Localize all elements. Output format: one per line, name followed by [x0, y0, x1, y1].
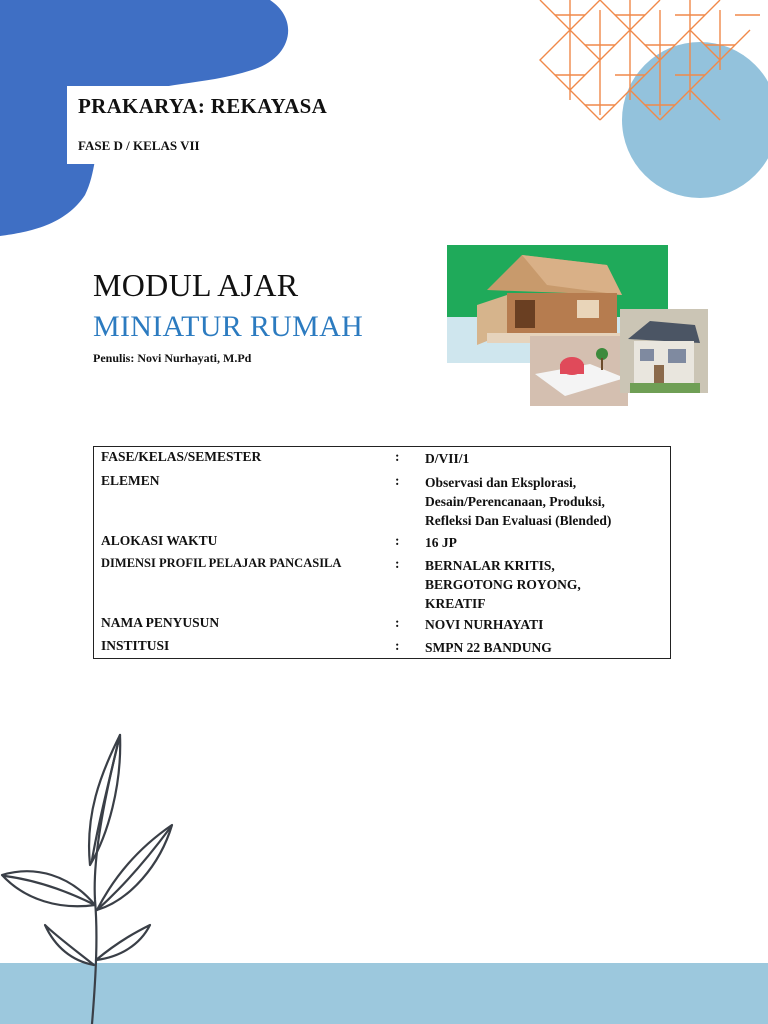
- row-value: D/VII/1: [425, 451, 470, 466]
- subject-title: PRAKARYA: REKAYASA: [78, 94, 328, 118]
- row-label: NAMA PENYUSUN: [101, 615, 220, 630]
- plant-line-art-decoration: [0, 725, 190, 1024]
- phase-class-label: FASE D / KELAS VII: [78, 138, 200, 153]
- row-label: ELEMEN: [101, 473, 160, 488]
- module-info-table: [93, 446, 671, 659]
- row-value: SMPN 22 BANDUNG: [425, 640, 552, 655]
- circle-pattern-decoration: [530, 0, 768, 220]
- row-colon: :: [395, 556, 400, 571]
- module-title: MODUL AJAR: [93, 267, 299, 303]
- row-colon: :: [395, 473, 400, 488]
- row-label: INSTITUSI: [101, 638, 170, 653]
- row-value: 16 JP: [425, 535, 457, 550]
- row-colon: :: [395, 638, 400, 653]
- row-value: NOVI NURHAYATI: [425, 617, 544, 632]
- module-subtitle: MINIATUR RUMAH: [93, 310, 364, 343]
- row-label: ALOKASI WAKTU: [101, 533, 218, 548]
- modern-house-model-photo: [620, 309, 708, 393]
- row-value: Observasi dan Eksplorasi, Desain/Perencanaan, Produksi, Refleksi Dan Evaluasi (Blended): [425, 475, 612, 528]
- author-line: Penulis: Novi Nurhayati, M.Pd: [93, 351, 252, 365]
- row-label: DIMENSI PROFIL PELAJAR PANCASILA: [101, 556, 342, 570]
- mini-house-model-photo: [530, 336, 628, 406]
- row-label: FASE/KELAS/SEMESTER: [101, 449, 262, 464]
- row-colon: :: [395, 533, 400, 548]
- row-value: BERNALAR KRITIS, BERGOTONG ROYONG, KREATIF: [425, 558, 581, 611]
- row-colon: :: [395, 449, 400, 464]
- row-colon: :: [395, 615, 400, 630]
